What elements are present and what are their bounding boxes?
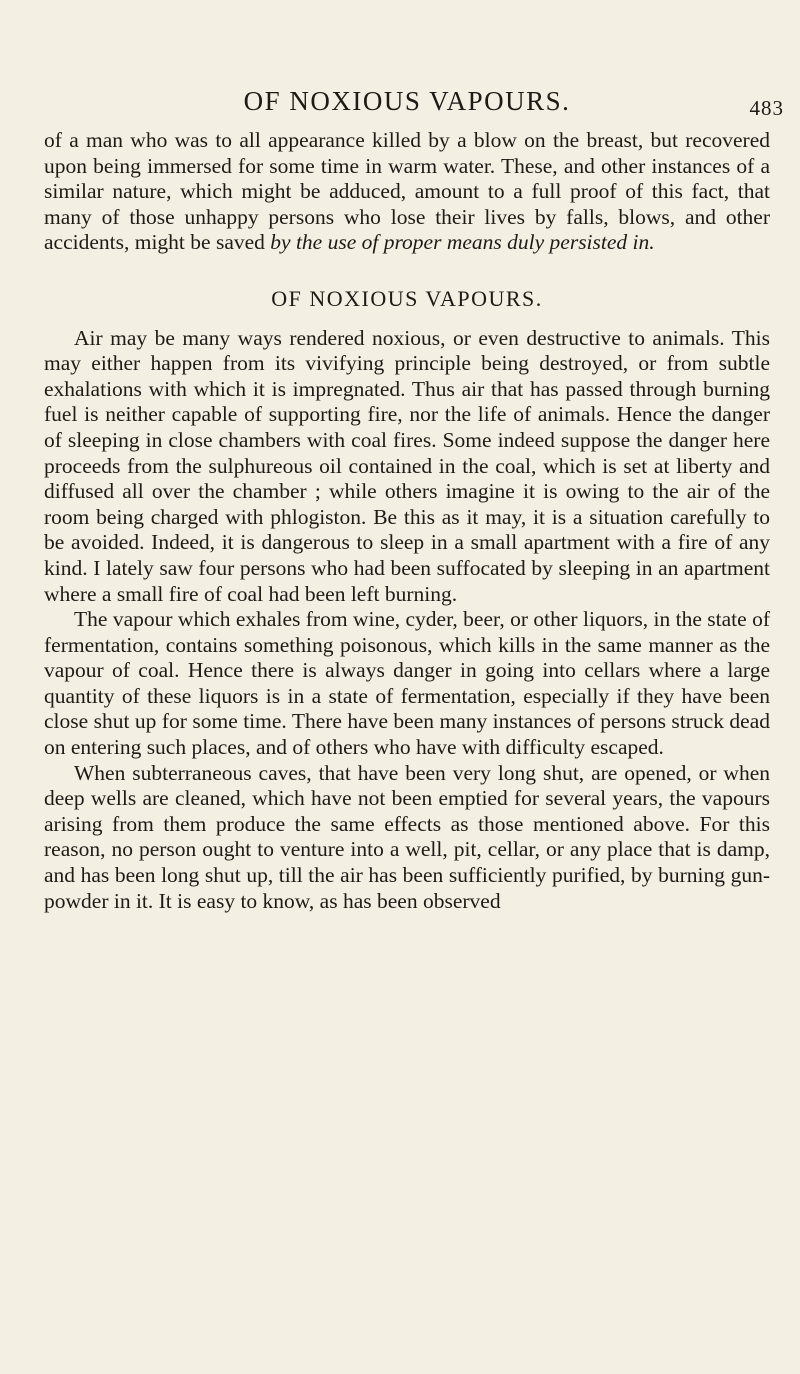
section-paragraph: When subterraneous caves, that have been very long shut, are opened, or when deep wells are cleaned, which have not been emptied for several years, the vapours arising from them produce the same effects as those mentioned above. For this reason, no person ought to venture into a well, pit, cellar, or any place that is damp, and has been long shut up, till the air has been sufficiently purified, by burning gun-powder in it. It is easy to know, as has been observed — [44, 760, 770, 913]
page-number: 483 — [749, 96, 784, 120]
book-page — [44, 0, 784, 1374]
section-paragraph: The vapour which exhales from wine, cyder, beer, or other liquors, in the state of fermentation, contains something poisonous, which kills in the same manner as the vapour of coal. Hence there is always danger in going into cellars where a large quantity of these liquors is in a state of fermentation, especially if they have been close shut up for some time. There have been many instances of persons struck dead on entering such places, and of others who have with difficulty escaped. — [44, 607, 770, 760]
continuation-text: of a man who was to all appearance killed by a blow on the breast, but recovered upon being immersed for some time in warm water. These, and other instances of a similar nature, which might be adduced, amount to a full proof of this fact, that many of those unhappy persons who lose their lives by falls, blows, and other accidents, might be saved — [44, 128, 770, 255]
running-head — [44, 80, 784, 120]
running-title: OF NOXIOUS VAPOURS. — [243, 86, 571, 116]
section-heading: OF NOXIOUS VAPOURS. — [271, 285, 543, 311]
continuation-paragraph — [44, 128, 770, 256]
section-paragraph: Air may be many ways rendered noxious, or even destructive to animals. This may either happen from its vivifying principle being destroyed, or from subtle exhalations with which it is impregnated. Thus air that has passed through burning fuel is neither capable of supporting fire, nor the life of animals. Hence the danger of sleeping in close chambers with coal fires. Some indeed suppose the danger here proceeds from the sulphureous oil contained in the coal, which is set at liberty and diffused all over the chamber ; while others imagine it is owing to the air of the room being charged with phlogiston. Be this as it may, it is a situation carefully to be avoided. Indeed, it is dangerous to sleep in a small apartment with a fire of any kind. I lately saw four persons who had been suffocated by sleeping in an apartment where a small fire of coal had been left burning. — [44, 325, 770, 606]
page-body — [44, 128, 770, 914]
continuation-emphasis: by the use of proper means duly persisted in. — [270, 230, 655, 255]
